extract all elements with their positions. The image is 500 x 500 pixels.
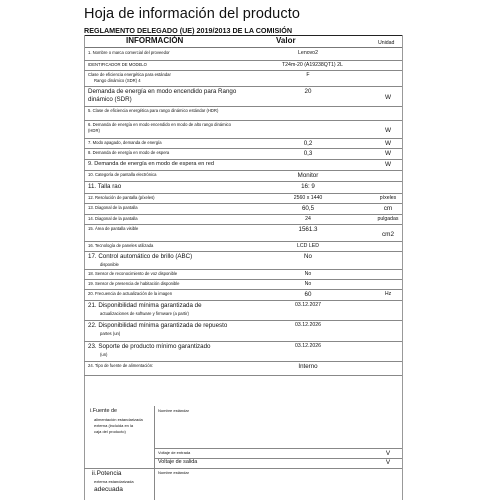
- row-unit: pulgadas: [377, 216, 399, 222]
- row-value: 60: [304, 291, 312, 298]
- row-value: No: [304, 253, 312, 260]
- table-row: [84, 341, 402, 362]
- row-label: 6. Demanda de energía en modo encendido en modo de alto rango dinámico (HDR): [88, 122, 231, 133]
- row-label: 1. Nombre o marca comercial del proveedor: [88, 50, 170, 55]
- row-label: 8. Demanda de energía en modo de espera: [88, 150, 170, 155]
- row-label-continued: Rango dinámico (SDR) 4: [94, 78, 141, 83]
- row-unit: W: [384, 127, 392, 134]
- supply-a-output-unit: V: [385, 459, 391, 466]
- row-label-continued: disponible: [100, 262, 119, 267]
- row-value: 1561.3: [298, 226, 318, 233]
- supply-a-line-1: i.Fuente de: [90, 408, 117, 414]
- table-row: [84, 251, 402, 270]
- row-unit: píxeles: [379, 195, 397, 201]
- table-row: [84, 70, 402, 87]
- row-label: Clase de eficiencia energética para estándar: [88, 72, 171, 77]
- row-value: 03.12.2026: [295, 322, 321, 328]
- header-information: INFORMACIÓN: [126, 36, 184, 45]
- row-label: 22. Disponibilidad mínima garantizada de repuesto: [88, 322, 228, 329]
- row-unit: W: [384, 140, 392, 147]
- header-value: Valor: [276, 36, 296, 45]
- row-value: No: [304, 281, 312, 287]
- power-supply-external: [84, 406, 402, 469]
- row-label: 10. Categoría de pantalla electrónica: [88, 172, 157, 177]
- row-label-continued: (un): [100, 352, 108, 357]
- row-unit: W: [384, 161, 392, 168]
- row-unit: W: [384, 94, 392, 101]
- row-value: 60,5: [301, 205, 315, 212]
- supply-b-standard-name: Nombre estándar: [158, 470, 189, 475]
- row-label: 17. Control automático de brillo (ABC): [88, 253, 193, 260]
- row-label: 12. Resolución de pantalla (píxeles): [88, 195, 155, 200]
- supply-b-line-2: externa estandarizada: [94, 479, 134, 484]
- table-right-border: [402, 35, 403, 500]
- row-label-continued: partes (un): [100, 331, 121, 336]
- supply-a-line-4: caja del producto): [94, 429, 126, 434]
- regulation-subtitle: REGLAMENTO DELEGADO (UE) 2019/2013 DE LA COMISIÓN: [84, 26, 293, 35]
- row-label: 24. Tipo de fuente de alimentación:: [88, 363, 154, 368]
- row-value: T24m-20 (A19238QT1) 2L: [282, 62, 343, 68]
- supply-a-output-voltage-label: Voltaje de salida: [158, 459, 198, 465]
- row-label: IDENTIFICADOR DE MODELO: [88, 62, 147, 67]
- row-unit: cm2: [381, 231, 395, 238]
- row-label: 18. Sensor de reconocimiento de voz disponible: [88, 271, 178, 276]
- supply-a-input-voltage-label: Voltaje de entrada: [158, 450, 191, 455]
- supply-a-rule-1: [154, 448, 402, 449]
- row-label: 11. Talla rao: [88, 183, 122, 190]
- table-row: [84, 224, 402, 242]
- table-row: [84, 86, 402, 107]
- row-label: 16. Tecnología de paneles utilizada: [88, 243, 154, 248]
- supply-b-line-3: adecuada: [94, 486, 123, 493]
- header-unit: Unidad: [378, 40, 395, 46]
- row-unit: cm: [383, 205, 393, 212]
- row-unit: W: [384, 150, 392, 157]
- row-label: 13. Diagonal de la pantalla: [88, 205, 138, 210]
- row-label: Demanda de energía en modo encendido para Rango dinámico (SDR): [88, 88, 237, 103]
- supply-b-line-1: ii.Potencia: [92, 470, 122, 477]
- row-value: Lenovo2: [298, 50, 318, 56]
- row-value: 03.12.2027: [295, 302, 321, 308]
- supply-b-divider: [154, 468, 155, 500]
- supply-a-line-3: externa (incluida en la: [94, 423, 134, 428]
- row-label: 7. Modo apagado, demanda de energía: [88, 140, 162, 145]
- row-label: 19. Sensor de presencia de habitación disponible: [88, 281, 180, 286]
- table-row: [84, 106, 402, 121]
- row-label: 9. Demanda de energía en modo de espera en red: [88, 161, 214, 167]
- supply-a-standard-name: Nombre estándar: [158, 408, 189, 413]
- row-label: 15. Área de pantalla visible: [88, 226, 139, 231]
- document-title: Hoja de información del producto: [84, 6, 300, 22]
- table-row: [84, 300, 402, 321]
- row-value: Interno: [298, 363, 318, 370]
- row-label: 23. Soporte de producto mínimo garantizado: [88, 343, 211, 350]
- power-supply-suitable: [84, 468, 402, 500]
- row-value: 0,2: [303, 140, 313, 147]
- table-row: [84, 320, 402, 342]
- row-value: 16: 9: [301, 183, 315, 190]
- row-value: 0,3: [303, 150, 313, 157]
- row-value: No: [304, 271, 312, 277]
- row-value: LCD LED: [297, 243, 319, 249]
- row-value: 03.12.2026: [295, 343, 321, 349]
- row-unit: Hz: [384, 291, 392, 297]
- table-row: [84, 120, 402, 139]
- supply-a-line-2: alimentación estandarizada: [94, 417, 143, 422]
- row-label: 14. Diagonal de la pantalla: [88, 216, 138, 221]
- row-value: 2560 x 1440: [293, 195, 323, 201]
- row-label-continued: actualizaciones de software y firmware (a partir): [100, 311, 189, 316]
- row-value: F: [306, 72, 310, 78]
- row-value: Monitor: [297, 172, 319, 179]
- supply-a-input-unit: V: [385, 450, 391, 457]
- row-label: 5. Clase de eficiencia energética para rango dinámico estándar (HDR): [88, 108, 219, 113]
- row-label: 21. Disponibilidad mínima garantizada de: [88, 302, 202, 309]
- row-label: 20. Frecuencia de actualización de la imagen: [88, 291, 173, 296]
- row-value: 24: [305, 216, 311, 222]
- row-value: 20: [304, 88, 312, 95]
- table-row: [84, 361, 402, 376]
